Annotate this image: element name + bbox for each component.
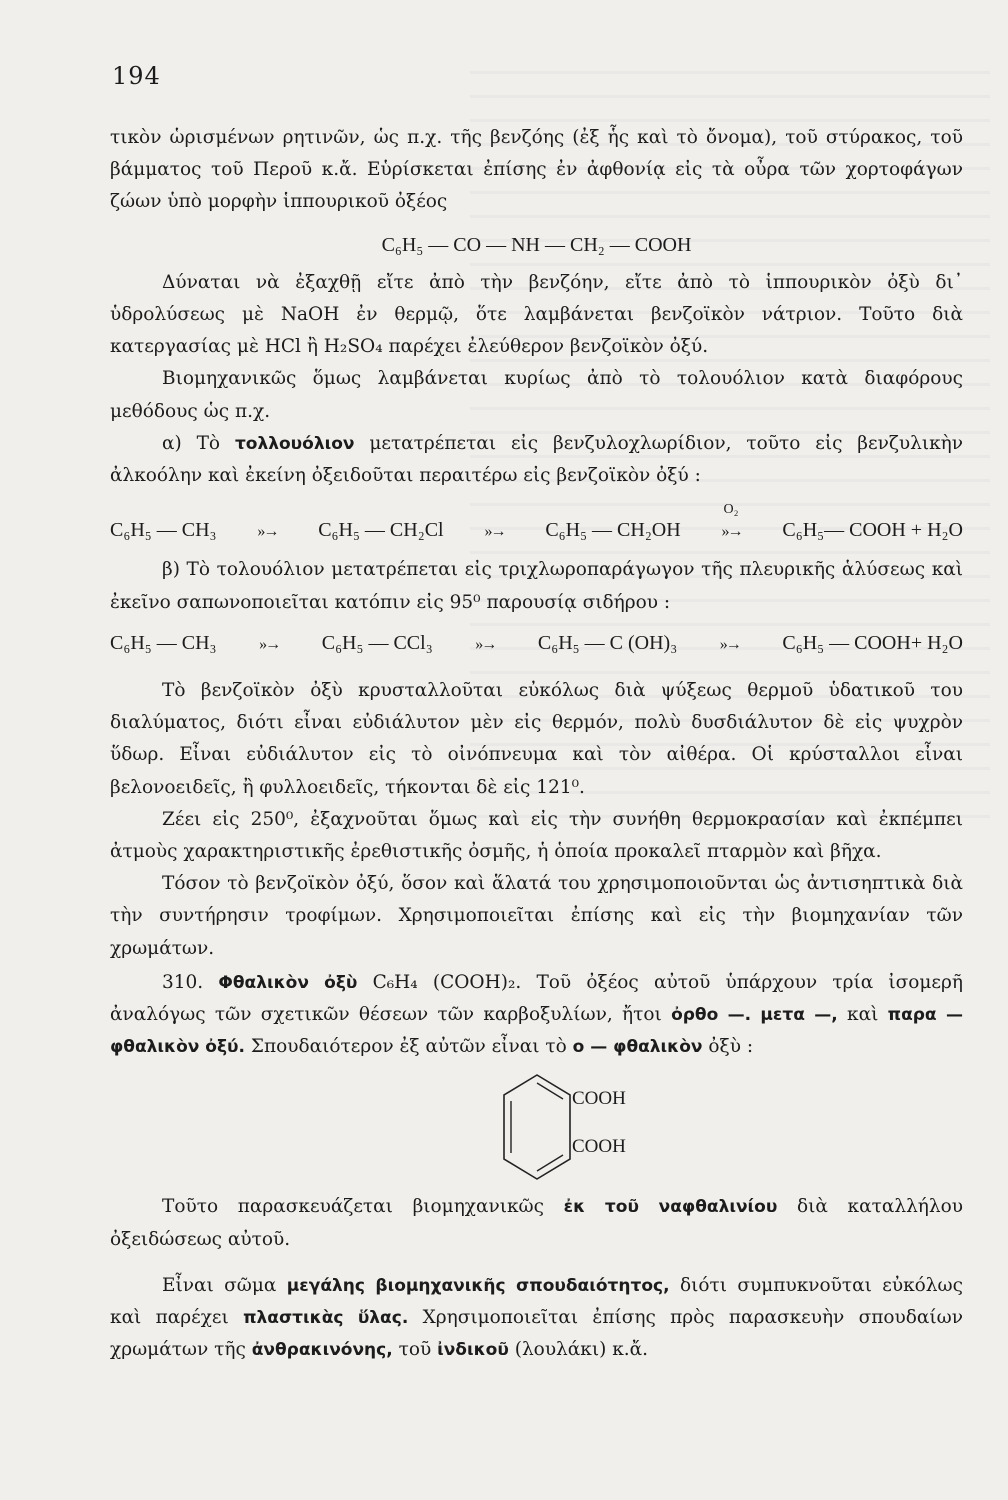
paragraph-1: τικὸν ὡρισμένων ρητινῶν, ὡς π.χ. τῆς βενζόης (ἐξ ἧς καὶ τὸ ὄνομα), τοῦ στύρακος, τοῦ βάμματος τοῦ Περοῦ κ.ἄ. Εὑρίσκεται ἐπίσης ἐν ἀφθονίᾳ εἰς τὰ οὖρα τῶν χορτοφάγων ζώων ὑπὸ μορφὴν ἱππουρικοῦ ὀξέος [110, 127, 963, 213]
paragraph-10: Τοῦτο παρασκευάζεται βιομηχανικῶς ἐκ τοῦ ναφθαλινίου διὰ καταλλήλου ὀξειδώσεως αὐτοῦ. [110, 1196, 963, 1250]
reaction-a: C₆H₅ — CH₃ »→ C₆H₅ — CH₂Cl »→ C₆H₅ — CH₂OH O₂ »→ C₆H₅— COOH + H₂O [110, 502, 963, 542]
paragraph-8: Τόσον τὸ βενζοϊκὸν ὀξύ, ὅσον καὶ ἅλατά του χρησιμοποιοῦνται ὡς ἀντισηπτικὰ διὰ τὴν συντήρησιν τροφίμων. Χρησιμοποιεῖται ἐπίσης καὶ εἰς τὴν βιομηχανίαν τῶν χρωμάτων. [110, 873, 963, 959]
reaction-b: C₆H₅ — CH₃ »→ C₆H₅ — CCl₃ »→ C₆H₅ — C (OH)₃ »→ C₆H₅ — COOH+ H₂O [110, 631, 963, 654]
page-number: 194 [112, 62, 161, 90]
paragraph-4: α) Τὸ τολλουόλιον μετατρέπεται εἰς βενζυλοχλωρίδιον, τοῦτο εἰς βενζυλικὴν ἀλκοόλην καὶ ἐκείνη ὀξειδοῦται περαιτέρω εἰς βενζοϊκὸν ὀξύ : [110, 432, 963, 487]
toluene-term: τολλουόλιον [234, 433, 355, 454]
hippuric-formula: C₆H₅ — CO — NH — CH₂ — COOH [381, 233, 692, 256]
page-body [110, 122, 963, 1367]
paragraph-7: Ζέει εἰς 250⁰, ἐξαχνοῦται ὅμως καὶ εἰς τὴν συνήθη θερμοκρασίαν καὶ ἐκπέμπει ἀτμοὺς χαρακτηριστικῆς ἐρεθιστικῆς ὀσμῆς, ἡ ὁποία προκαλεῖ πταρμὸν καὶ βῆχα. [110, 808, 963, 863]
phthalic-acid-structure [110, 1071, 963, 1183]
paragraph-6: Τὸ βενζοϊκὸν ὀξὺ κρυσταλλοῦται εὐκόλως διὰ ψύξεως θερμοῦ ὑδατικοῦ του διαλύματος, διότι εἶναι εὐδιάλυτον μὲν εἰς θερμόν, πολὺ δυσδιάλυτον δὲ εἰς ψυχρὸν ὕδωρ. Εἶναι εὐδιάλυτον εἰς τὸ οἰνόπνευμα καὶ τὸν αἰθέρα. Οἱ κρύσταλλοι εἶναι βελονοειδεῖς, ἢ φυλλοειδεῖς, τήκονται δὲ εἰς 121⁰. [110, 680, 963, 798]
paragraph-11: Εἶναι σῶμα μεγάλης βιομηχανικῆς σπουδαιότητος, διότι συμπυκνοῦται εὐκόλως καὶ παρέχει πλαστικὰς ὕλας. Χρησιμοποιεῖται ἐπίσης πρὸς παρασκευὴν σπουδαίων χρωμάτων τῆς ἀνθρακινόνης, τοῦ ἰνδικοῦ (λουλάκι) κ.ἄ. [110, 1274, 963, 1361]
paragraph-3: Βιομηχανικῶς ὅμως λαμβάνεται κυρίως ἀπὸ τὸ τολουόλιον κατὰ διαφόρους μεθόδους ὡς π.χ. [110, 368, 963, 422]
paragraph-5: β) Τὸ τολουόλιον μετατρέπεται εἰς τριχλωροπαράγωγον τῆς πλευρικῆς ἁλύσεως καὶ ἐκεῖνο σαπωνοποιεῖται κατόπιν εἰς 95⁰ παρουσίᾳ σιδήρου : [110, 559, 963, 613]
cooh-group-2: COOH [572, 1136, 626, 1158]
cooh-group-1: COOH [572, 1088, 626, 1110]
benzene-ring-icon [502, 1071, 572, 1183]
paragraph-2: Δύναται νὰ ἐξαχθῇ εἴτε ἀπὸ τὴν βενζόην, εἴτε ἀπὸ τὸ ἱππουρικὸν ὀξὺ δι᾿ ὑδρολύσεως μὲ NaOH ἐν θερμῷ, ὅτε λαμβάνεται βενζοϊκὸν νάτριον. Τοῦτο διὰ κατεργασίας μὲ HCl ἢ H₂SO₄ παρέχει ἐλεύθερον βενζοϊκὸν ὀξύ. [110, 271, 963, 358]
paragraph-9: 310. Φθαλικὸν ὀξὺ C₆H₄ (COOH)₂. Τοῦ ὀξέος αὐτοῦ ὑπάρχουν τρία ἰσομερῆ ἀναλόγως τῶν σχετικῶν θέσεων τῶν καρβοξυλίων, ἤτοι ὀρθο —. μετα —, καὶ παρα — φθαλικὸν ὀξύ. Σπουδαιότερον ἐξ αὐτῶν εἶναι τὸ ο — φθαλικὸν ὀξὺ : [110, 971, 963, 1058]
section-title: Φθαλικὸν ὀξὺ [218, 972, 358, 993]
